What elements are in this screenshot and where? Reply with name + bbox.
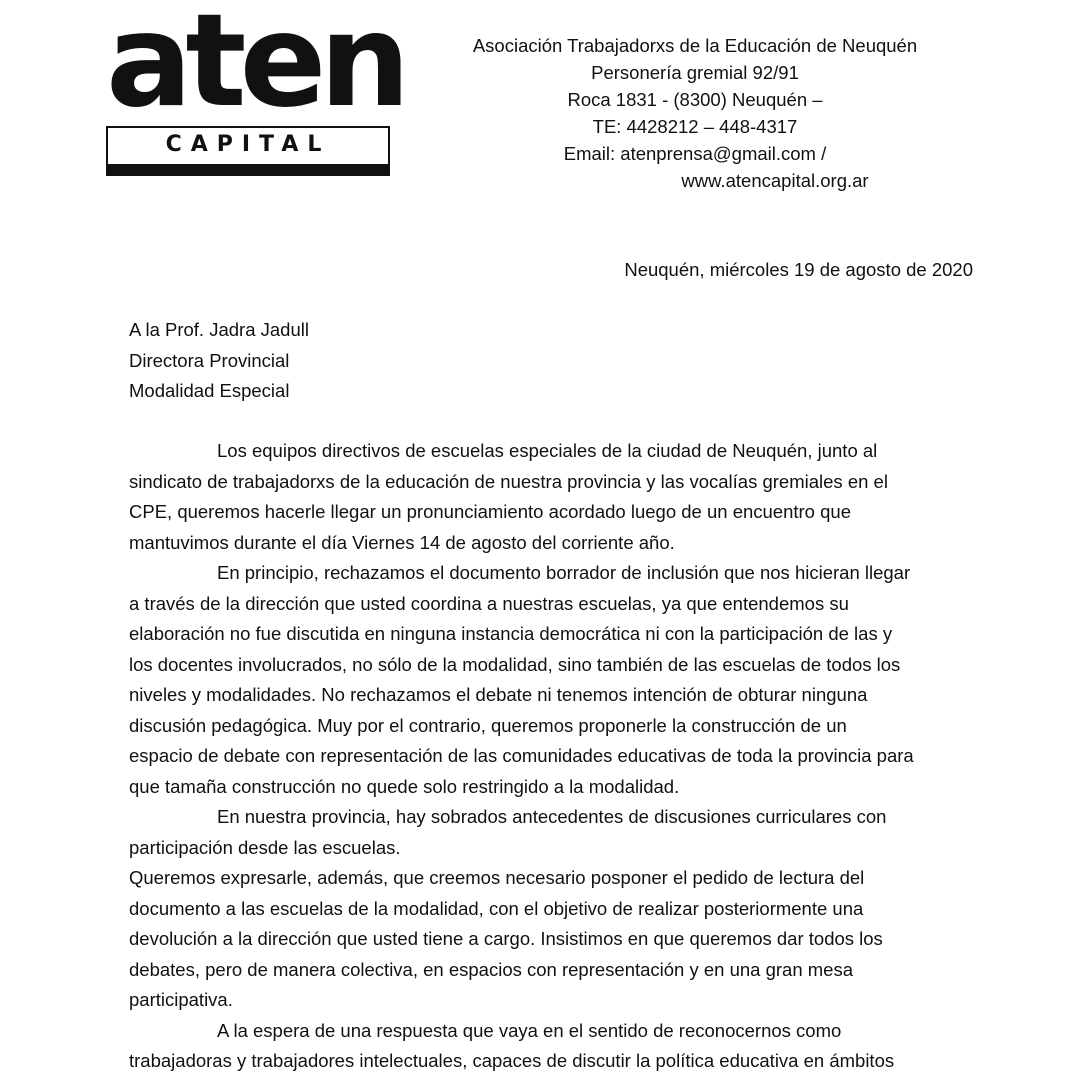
organization-name: Asociación Trabajadorxs de la Educación de Neuquén xyxy=(472,35,918,56)
recipient-title: Directora Provincial xyxy=(129,349,290,371)
body-line: documento a las escuelas de la modalidad, con el objetivo de realizar posteriormente una xyxy=(129,897,864,919)
website-address: www.atencapital.org.ar xyxy=(681,170,869,191)
body-line: a través de la dirección que usted coordina a nuestras escuelas, ya que entendemos su xyxy=(129,592,849,614)
logo-subtitle-box xyxy=(106,126,390,176)
letter-date: Neuquén, miércoles 19 de agosto de 2020 xyxy=(624,259,973,280)
body-line: trabajadoras y trabajadores intelectuales, capaces de discutir la política educativa en ámbitos xyxy=(129,1050,895,1071)
recipient-department: Modalidad Especial xyxy=(129,380,290,401)
email-address: Email: atenprensa@gmail.com / xyxy=(563,143,827,164)
logo-subtitle: CAPITAL xyxy=(165,132,331,157)
body-line: A la espera de una respuesta que vaya en el sentido de reconocernos como xyxy=(217,1019,842,1041)
aten-capital-logo xyxy=(106,0,404,176)
body-line: participativa. xyxy=(129,989,233,1010)
body-line: elaboración no fue discutida en ninguna instancia democrática ni con la participación de las y xyxy=(129,623,893,644)
logo-wordmark: aten xyxy=(106,0,404,136)
body-line: Los equipos directivos de escuelas especiales de la ciudad de Neuquén, junto al xyxy=(217,440,878,461)
body-line: devolución a la dirección que usted tiene a cargo. Insistimos en que queremos dar todos los xyxy=(129,928,883,949)
postal-address: Roca 1831 - (8300) Neuquén – xyxy=(567,89,823,110)
body-line: En principio, rechazamos el documento borrador de inclusión que nos hicieran llegar xyxy=(217,562,911,583)
body-line: Queremos expresarle, además, que creemos necesario posponer el pedido de lectura del xyxy=(129,867,865,888)
recipient-name: A la Prof. Jadra Jadull xyxy=(129,319,309,340)
body-line: los docentes involucrados, no sólo de la modalidad, sino también de las escuelas de todos los xyxy=(129,653,901,675)
body-line: CPE, queremos hacerle llegar un pronunciamiento acordado luego de un encuentro que xyxy=(129,501,851,522)
body-line: niveles y modalidades. No rechazamos el debate ni tenemos intención de obturar ninguna xyxy=(129,684,868,705)
recipient-block xyxy=(129,315,309,407)
body-line: espacio de debate con representación de las comunidades educativas de toda la provincia para xyxy=(129,745,914,766)
body-line: debates, pero de manera colectiva, en espacios con representación y en una gran mesa xyxy=(129,958,854,980)
body-line: participación desde las escuelas. xyxy=(129,836,401,858)
body-line: sindicato de trabajadorxs de la educación de nuestra provincia y las vocalías gremiales en el xyxy=(129,470,888,492)
phone-numbers: TE: 4428212 – 448-4317 xyxy=(592,116,798,137)
body-line: mantuvimos durante el día Viernes 14 de agosto del corriente año. xyxy=(129,531,675,553)
body-line: discusión pedagógica. Muy por el contrario, queremos proponerle la construcción de un xyxy=(129,714,847,736)
letter-body xyxy=(129,436,969,1077)
body-line: que tamaña construcción no quede solo restringido a la modalidad. xyxy=(129,775,680,797)
letterhead-contact-info xyxy=(440,32,950,194)
union-registration: Personería gremial 92/91 xyxy=(591,62,799,83)
body-line: En nuestra provincia, hay sobrados antecedentes de discusiones curriculares con xyxy=(217,806,887,827)
